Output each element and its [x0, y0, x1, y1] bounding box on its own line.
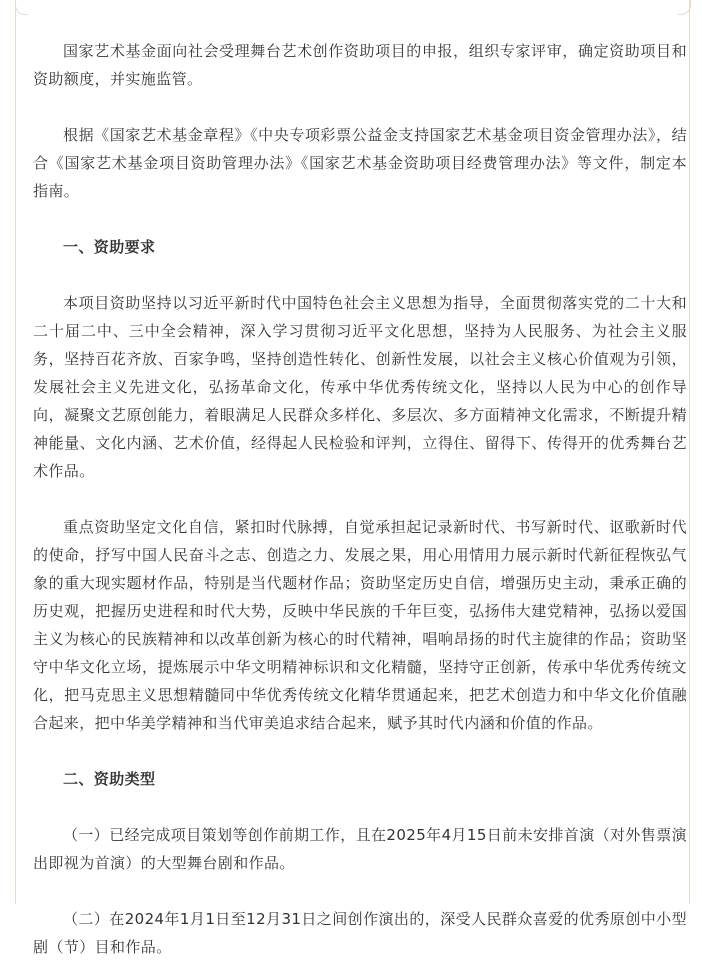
section-heading-requirements: 一、资助要求 [63, 238, 156, 256]
type-one-paragraph: （一）已经完成项目策划等创作前期工作，且在2025年4月15日前未安排首演（对外售票演出即视为首演）的大型舞台剧和作品。 [33, 826, 688, 872]
basis-paragraph: 根据《国家艺术基金章程》《中央专项彩票公益金支持国家艺术基金项目资金管理办法》，结合《国家艺术基金项目资助管理办法》《国家艺术基金资助项目经费管理办法》等文件，制定本指南。 [33, 126, 687, 200]
focus-paragraph: 重点资助坚定文化自信，紧扣时代脉搏，自觉承担起记录新时代、书写新时代、讴歌新时代的使命，抒写中国人民奋斗之志、创造之力、发展之果，用心用情用力展示新时代新征程恢弘气象的重大现实题材作品，特别是当代题材作品；资助坚定历史自信，增强历史主动，秉承正确的历史观，把握历史进程和时代大势，反映中华民族的千年巨变，弘扬伟大建党精神，弘扬以爱国主义为核心的民族精神和以改革创新为核心的时代精神，唱响昂扬的时代主旋律的作品；资助坚守中华文化立场，提炼展示中华文明精神标识和文化精髓，坚持守正创新，传承中华优秀传统文化，把马克思主义思想精髓同中华优秀传统文化精华贯通起来，把艺术创造力和中华文化价值融合起来，把中华美学精神和当代审美追求结合起来，赋予其时代内涵和价值的作品。 [33, 518, 687, 732]
article-body [33, 37, 687, 961]
section-heading-types: 二、资助类型 [63, 770, 156, 788]
type-two-paragraph: （二）在2024年1月1日至12月31日之间创作演出的，深受人民群众喜爱的优秀原创中小型剧（节）目和作品。 [33, 910, 687, 956]
requirements-paragraph: 本项目资助坚持以习近平新时代中国特色社会主义思想为指导，全面贯彻落实党的二十大和二十届二中、三中全会精神，深入学习贯彻习近平文化思想，坚持为人民服务、为社会主义服务，坚持百花齐放、百家争鸣，坚持创造性转化、创新性发展，以社会主义核心价值观为引领，发展社会主义先进文化，弘扬革命文化，传承中华优秀传统文化，坚持以人民为中心的创作导向，凝聚文艺原创能力，着眼满足人民群众多样化、多层次、多方面精神文化需求，不断提升精神能量、文化内涵、艺术价值，经得起人民检验和评判，立得住、留得下、传得开的优秀舞台艺术作品。 [33, 294, 687, 480]
intro-paragraph: 国家艺术基金面向社会受理舞台艺术创作资助项目的申报，组织专家评审，确定资助项目和资助额度，并实施监管。 [33, 42, 687, 88]
